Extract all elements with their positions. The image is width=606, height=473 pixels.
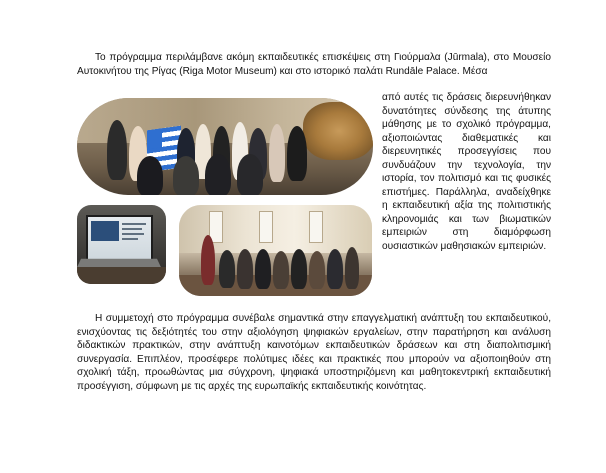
person-figure <box>237 154 263 195</box>
side-paragraph: από αυτές τις δράσεις διερευνήθηκαν δυνατότητες σύνδεσης της άτυπης μάθησης με το σχολικό πρόγραμμα, αξιοποιώντας διαθεματικές και διερευνητικές προσεγγίσεις που συνδυάζουν την τεχνολογία, την ιστορία, τον πολιτισμό και τις φυσικές επιστήμες. Παράλληλα, αναδείχθηκε η εκπαιδευτική αξία της πολιτιστικής κληρονομιάς και των βιωματικών εμπειριών στη διαμόρφωση ουσιαστικών μαθησιακών εμπειριών. <box>382 92 551 253</box>
intro-paragraph: Το πρόγραμμα περιλάμβανε ακόμη εκπαιδευτικές επισκέψεις στη Γιούρμαλα (Jūrmala), στο Μουσείο Αυτοκινήτου της Ρίγας (Riga Motor Museum) και στο ιστορικό παλάτι Rundāle Palace. Μέσα <box>77 52 551 77</box>
palace-hall-group-photo <box>179 205 372 296</box>
person-figure <box>219 250 235 288</box>
laptop-photo <box>77 205 166 284</box>
screen-text-line <box>122 228 142 230</box>
person-figure <box>201 235 215 285</box>
person-figure <box>237 249 253 289</box>
person-figure <box>173 156 199 195</box>
person-figure <box>107 120 127 180</box>
person-figure <box>269 124 285 182</box>
screen-image <box>91 221 119 241</box>
person-figure <box>327 249 343 289</box>
screen-text-line <box>122 233 144 235</box>
person-figure <box>345 247 359 289</box>
person-figure <box>137 156 163 195</box>
person-figure <box>291 249 307 289</box>
person-figure <box>255 249 271 289</box>
person-figure <box>273 251 289 289</box>
photo-decoration <box>303 102 373 160</box>
person-figure <box>309 251 325 289</box>
hall-window <box>259 211 273 243</box>
desk-surface <box>77 267 166 284</box>
hall-window <box>309 211 323 243</box>
outro-paragraph: Η συμμετοχή στο πρόγραμμα συνέβαλε σημαντικά στην επαγγελματική ανάπτυξη του εκπαιδευτικού, ενισχύοντας τις δεξιότητές του στην αξιολόγηση ψηφιακών εργαλείων, στην παρατήρηση και ανάλυση διδακτικών πρακτικών, στην ανάπτυξη καινοτόμων εκπαιδευτικών δράσεων και στη διαπολιτισμική συνεργασία. Επιπλέον, προσέφερε πολύτιμες ιδέες και πρακτικές που μπορούν να αξιοποιηθούν στη σχολική τάξη, προωθώντας μια σύγχρονη, ψηφιακά υποστηριζόμενη και μαθητοκεντρική εκπαιδευτική προσέγγιση, σύμφωνη με τις αρχές της ευρωπαϊκής εκπαιδευτικής κοινότητας. <box>77 313 551 392</box>
screen-text-line <box>122 223 146 225</box>
laptop-screen <box>86 215 153 261</box>
screen-text-line <box>122 238 138 240</box>
person-figure <box>287 126 307 181</box>
person-figure <box>205 154 231 195</box>
group-photo-with-greek-flag <box>77 98 373 195</box>
